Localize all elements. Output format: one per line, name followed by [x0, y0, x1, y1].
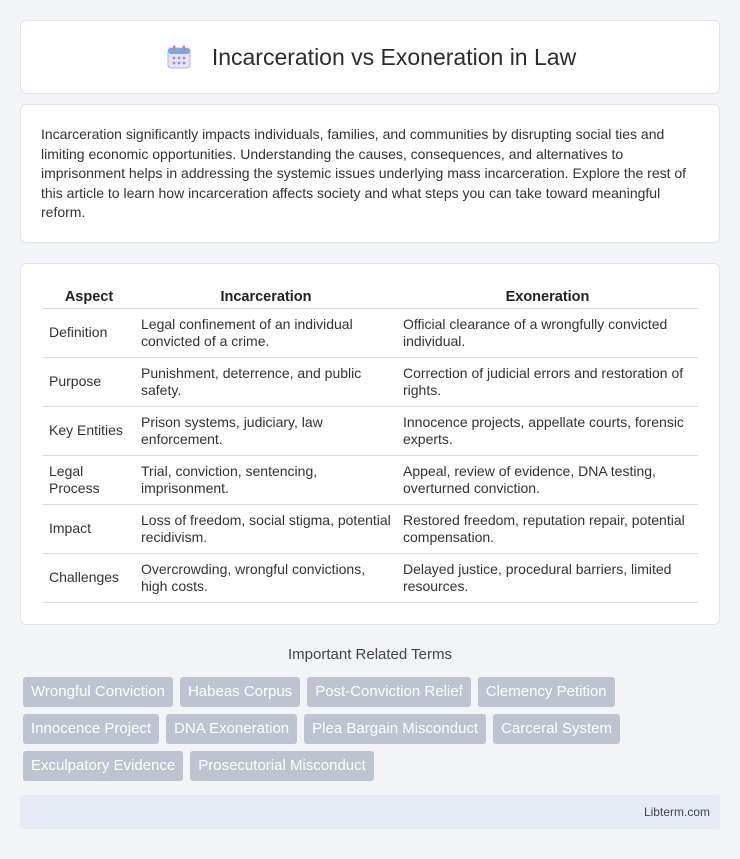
table-row — [43, 456, 698, 505]
related-term-tag[interactable]: Post-Conviction Relief — [307, 677, 471, 707]
cell-incarceration: Loss of freedom, social stigma, potential recidivism. — [135, 505, 397, 554]
intro-card — [20, 104, 720, 243]
table-row — [43, 407, 698, 456]
table-header-row — [43, 286, 698, 309]
cell-aspect: Legal Process — [43, 456, 135, 505]
header-incarceration: Incarceration — [135, 286, 397, 309]
cell-aspect: Key Entities — [43, 407, 135, 456]
cell-aspect: Challenges — [43, 554, 135, 603]
cell-exoneration: Delayed justice, procedural barriers, limited resources. — [397, 554, 698, 603]
related-term-tag[interactable]: Wrongful Conviction — [23, 677, 173, 707]
cell-aspect: Impact — [43, 505, 135, 554]
related-term-tag[interactable]: DNA Exoneration — [166, 714, 297, 744]
related-term-tag[interactable]: Prosecutorial Misconduct — [190, 751, 374, 781]
related-term-tag[interactable]: Exculpatory Evidence — [23, 751, 183, 781]
cell-aspect: Definition — [43, 309, 135, 358]
header-aspect: Aspect — [43, 286, 135, 309]
header-card — [20, 20, 720, 94]
header-exoneration: Exoneration — [397, 286, 698, 309]
cell-incarceration: Punishment, deterrence, and public safety. — [135, 358, 397, 407]
intro-text: Incarceration significantly impacts individuals, families, and communities by disrupting social ties and limiting economic opportunities. Understanding the causes, consequences, and alternatives to imprisonment helps in addressing the systemic issues underlying mass incarceration. Explore the rest of this article to learn how incarceration affects society and what steps you can take toward meaningful reform. — [41, 126, 687, 220]
comparison-table — [43, 286, 698, 603]
cell-exoneration: Correction of judicial errors and restoration of rights. — [397, 358, 698, 407]
comparison-table-card — [20, 263, 720, 625]
page-title: Incarceration vs Exoneration in Law — [211, 43, 577, 70]
cell-exoneration: Official clearance of a wrongfully convicted individual. — [397, 309, 698, 358]
related-term-tag[interactable]: Clemency Petition — [478, 677, 615, 707]
related-term-tag[interactable]: Carceral System — [493, 714, 620, 744]
calendar-icon — [164, 42, 194, 72]
cell-incarceration: Trial, conviction, sentencing, imprisonment. — [135, 456, 397, 505]
footer — [20, 795, 720, 829]
cell-exoneration: Appeal, review of evidence, DNA testing, overturned conviction. — [397, 456, 698, 505]
table-row — [43, 309, 698, 358]
footer-brand-link[interactable]: Libterm.com — [643, 805, 710, 819]
cell-aspect: Purpose — [43, 358, 135, 407]
table-row — [43, 358, 698, 407]
cell-incarceration: Prison systems, judiciary, law enforcement. — [135, 407, 397, 456]
related-term-tag[interactable]: Habeas Corpus — [180, 677, 300, 707]
related-terms-list — [23, 677, 723, 781]
related-term-tag[interactable]: Plea Bargain Misconduct — [304, 714, 486, 744]
table-row — [43, 554, 698, 603]
cell-incarceration: Legal confinement of an individual convicted of a crime. — [135, 309, 397, 358]
table-row — [43, 505, 698, 554]
cell-exoneration: Innocence projects, appellate courts, forensic experts. — [397, 407, 698, 456]
related-terms-title: Important Related Terms — [288, 646, 452, 663]
cell-exoneration: Restored freedom, reputation repair, potential compensation. — [397, 505, 698, 554]
related-term-tag[interactable]: Innocence Project — [23, 714, 159, 744]
cell-incarceration: Overcrowding, wrongful convictions, high costs. — [135, 554, 397, 603]
